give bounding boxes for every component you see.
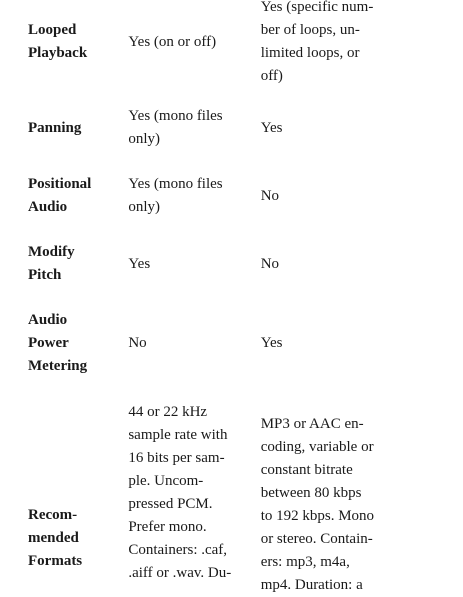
feature-label: Metering	[28, 358, 88, 374]
cell-text: No	[260, 255, 280, 272]
feature-cell	[28, 230, 128, 298]
value-cell-col1	[128, 389, 260, 597]
feature-label: Pitch	[28, 267, 62, 283]
cell-text: limited loops, or	[260, 45, 360, 61]
cell-text: pressed PCM.	[128, 496, 213, 512]
cell-text: Yes	[260, 335, 283, 351]
cell-text: 44 or 22 kHz	[128, 404, 208, 420]
feature-label: Panning	[28, 119, 82, 136]
value-cell-col2	[261, 94, 408, 162]
cell-text: to 192 kbps. Mono	[260, 508, 375, 524]
feature-label: Playback	[28, 45, 88, 61]
cell-text: Yes (on or off)	[128, 33, 217, 50]
feature-label: Looped	[28, 22, 77, 38]
value-cell-col1	[128, 230, 260, 298]
table-row	[28, 94, 408, 162]
cell-text: off)	[260, 68, 283, 84]
cell-text: mp4. Duration: a	[260, 577, 363, 593]
feature-cell	[28, 162, 128, 230]
table-row	[28, 389, 408, 597]
value-cell-col1	[128, 94, 260, 162]
feature-label: Power	[28, 335, 69, 351]
value-cell-col2	[261, 230, 408, 298]
cell-text: MP3 or AAC en-	[260, 416, 364, 432]
cell-text: ber of loops, un-	[260, 22, 360, 38]
cell-text: ers: mp3, m4a,	[260, 554, 350, 570]
cell-text: Yes	[260, 119, 283, 136]
cell-text: No	[260, 187, 280, 204]
value-cell-col2	[261, 162, 408, 230]
feature-cell	[28, 389, 128, 597]
cell-text: only)	[128, 131, 160, 147]
feature-cell	[28, 0, 128, 94]
value-cell-col2	[261, 298, 408, 389]
feature-label: Audio	[28, 312, 68, 328]
cell-text: Yes (mono files	[128, 108, 223, 124]
value-cell-col1	[128, 0, 260, 94]
cell-text: Yes (specific num-	[260, 0, 374, 15]
feature-label: Formats	[28, 553, 83, 569]
feature-cell	[28, 298, 128, 389]
cell-text: sample rate with	[128, 427, 228, 443]
table-row	[28, 298, 408, 389]
cell-text: between 80 kbps	[260, 485, 362, 501]
cell-text: constant bitrate	[260, 462, 353, 478]
table-row	[28, 0, 408, 94]
cell-text: Containers: .caf,	[128, 542, 228, 558]
cell-text: or stereo. Contain-	[260, 531, 373, 547]
table-row	[28, 162, 408, 230]
value-cell-col1	[128, 162, 260, 230]
cell-text: Prefer mono.	[128, 519, 207, 535]
value-cell-col2	[261, 389, 408, 597]
feature-label: Modify	[28, 244, 75, 260]
feature-label: Positional	[28, 176, 92, 192]
cell-text: No	[128, 335, 147, 351]
cell-text: 16 bits per sam-	[128, 450, 225, 466]
feature-cell	[28, 94, 128, 162]
audio-comparison-table	[28, 0, 408, 597]
feature-label: Audio	[28, 199, 68, 215]
cell-text: Yes	[128, 255, 151, 272]
feature-label: Recom-	[28, 507, 78, 523]
cell-text: only)	[128, 199, 160, 215]
value-cell-col1	[128, 298, 260, 389]
cell-text: Yes (mono files	[128, 176, 223, 192]
table-row	[28, 230, 408, 298]
value-cell-col2	[261, 0, 408, 94]
cell-text: coding, variable or	[260, 439, 374, 455]
cell-text: ple. Uncom-	[128, 473, 204, 489]
feature-label: mended	[28, 530, 79, 546]
cell-text: .aiff or .wav. Du-	[128, 565, 232, 581]
